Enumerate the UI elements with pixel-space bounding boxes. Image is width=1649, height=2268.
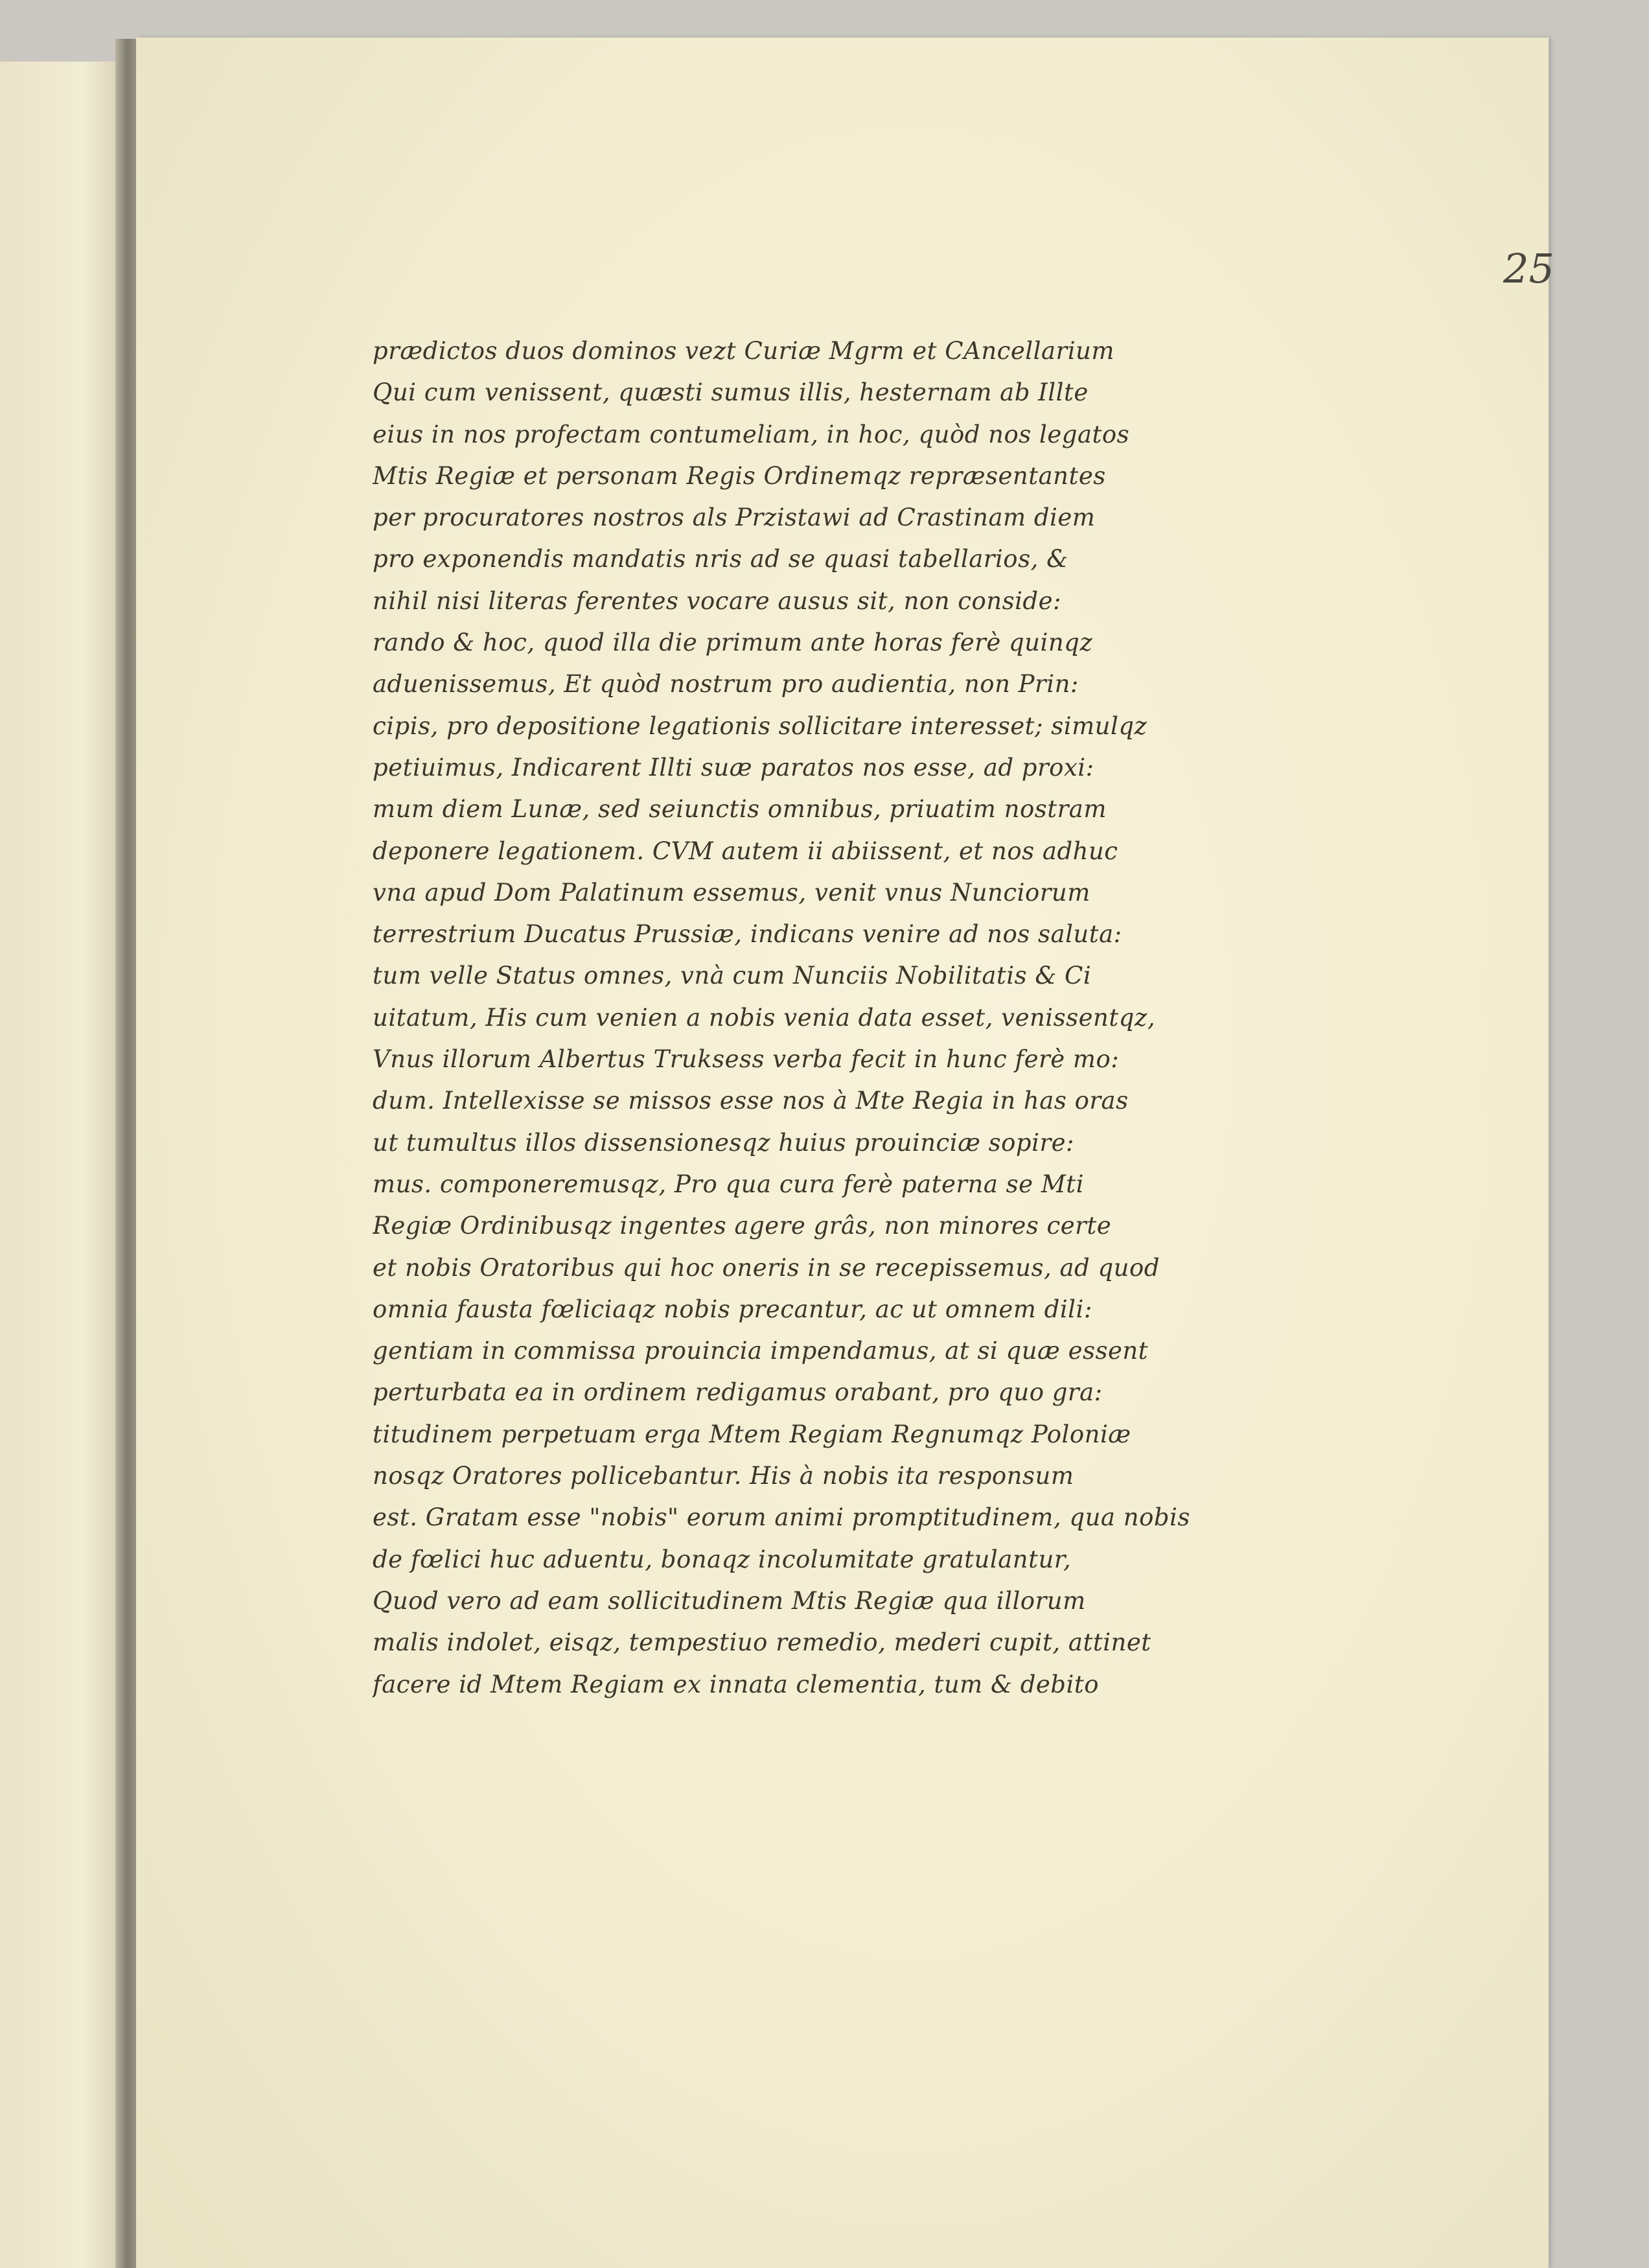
text-line: petiuimus, Indicarent Illti suæ paratos nos esse, ad proxi: bbox=[373, 753, 1094, 781]
text-line: deponere legationem. CVM autem ii abiissent, et nos adhuc bbox=[373, 837, 1118, 865]
text-line: dum. Intellexisse se missos esse nos à Mte Regia in has oras bbox=[373, 1087, 1129, 1115]
text-line: Vnus illorum Albertus Truksess verba fecit in hunc ferè mo: bbox=[373, 1045, 1120, 1074]
text-line: rando & hoc, quod illa die primum ante horas ferè quinqz bbox=[373, 629, 1093, 657]
page-number: 25 bbox=[1503, 245, 1554, 292]
text-line: et nobis Oratoribus qui hoc oneris in se recepissemus, ad quod bbox=[373, 1253, 1160, 1282]
text-line: titudinem perpetuam erga Mtem Regiam Regnumqz Poloniæ bbox=[373, 1420, 1131, 1448]
left-page-edge bbox=[0, 62, 120, 2268]
text-line: vna apud Dom Palatinum essemus, venit vnus Nunciorum bbox=[373, 878, 1090, 907]
text-line: est. Gratam esse "nobis" eorum animi promptitudinem, qua nobis bbox=[373, 1503, 1190, 1532]
text-line: facere id Mtem Regiam ex innata clementia, tum & debito bbox=[373, 1670, 1099, 1698]
text-line: prædictos duos dominos vezt Curiæ Mgrm et CAncellarium bbox=[373, 337, 1114, 365]
text-line: tum velle Status omnes, vnà cum Nunciis Nobilitatis & Ci bbox=[373, 962, 1092, 990]
text-line: de fœlici huc aduentu, bonaqz incolumitate gratulantur, bbox=[373, 1545, 1072, 1573]
text-line: ut tumultus illos dissensionesqz huius prouinciæ sopire: bbox=[373, 1128, 1074, 1157]
text-line: mum diem Lunæ, sed seiunctis omnibus, priuatim nostram bbox=[373, 795, 1107, 824]
text-line: pro exponendis mandatis nris ad se quasi tabellarios, & bbox=[373, 545, 1068, 573]
text-line: perturbata ea in ordinem redigamus orabant, pro quo gra: bbox=[373, 1378, 1103, 1407]
text-line: gentiam in commissa prouincia impendamus, at si quæ essent bbox=[373, 1337, 1149, 1365]
text-line: Mtis Regiæ et personam Regis Ordinemqz repræsentantes bbox=[373, 461, 1106, 490]
text-line: terrestrium Ducatus Prussiæ, indicans venire ad nos saluta: bbox=[373, 920, 1122, 949]
text-line: mus. componeremusqz, Pro qua cura ferè paterna se Mti bbox=[373, 1170, 1084, 1198]
text-line: nosqz Oratores pollicebantur. His à nobis ita responsum bbox=[373, 1462, 1074, 1490]
text-line: uitatum, His cum venien a nobis venia data esset, venissentqz, bbox=[373, 1003, 1156, 1032]
text-line: eius in nos profectam contumeliam, in hoc, quòd nos legatos bbox=[373, 420, 1130, 448]
text-line: Regiæ Ordinibusqz ingentes agere grâs, non minores certe bbox=[373, 1212, 1112, 1240]
text-line: Qui cum venissent, quæsti sumus illis, hesternam ab Illte bbox=[373, 378, 1089, 407]
text-line: Quod vero ad eam sollicitudinem Mtis Regiæ qua illorum bbox=[373, 1586, 1086, 1615]
manuscript-text bbox=[373, 330, 1293, 1706]
text-line: aduenissemus, Et quòd nostrum pro audientia, non Prin: bbox=[373, 670, 1079, 699]
text-line: omnia fausta fœliciaqz nobis precantur, ac ut omnem dili: bbox=[373, 1295, 1092, 1323]
text-line: cipis, pro depositione legationis sollicitare interesset; simulqz bbox=[373, 712, 1147, 740]
text-line: malis indolet, eisqz, tempestiuo remedio, mederi cupit, attinet bbox=[373, 1628, 1151, 1657]
text-line: nihil nisi literas ferentes vocare ausus sit, non conside: bbox=[373, 586, 1061, 615]
text-line: per procuratores nostros als Przistawi ad Crastinam diem bbox=[373, 503, 1096, 532]
